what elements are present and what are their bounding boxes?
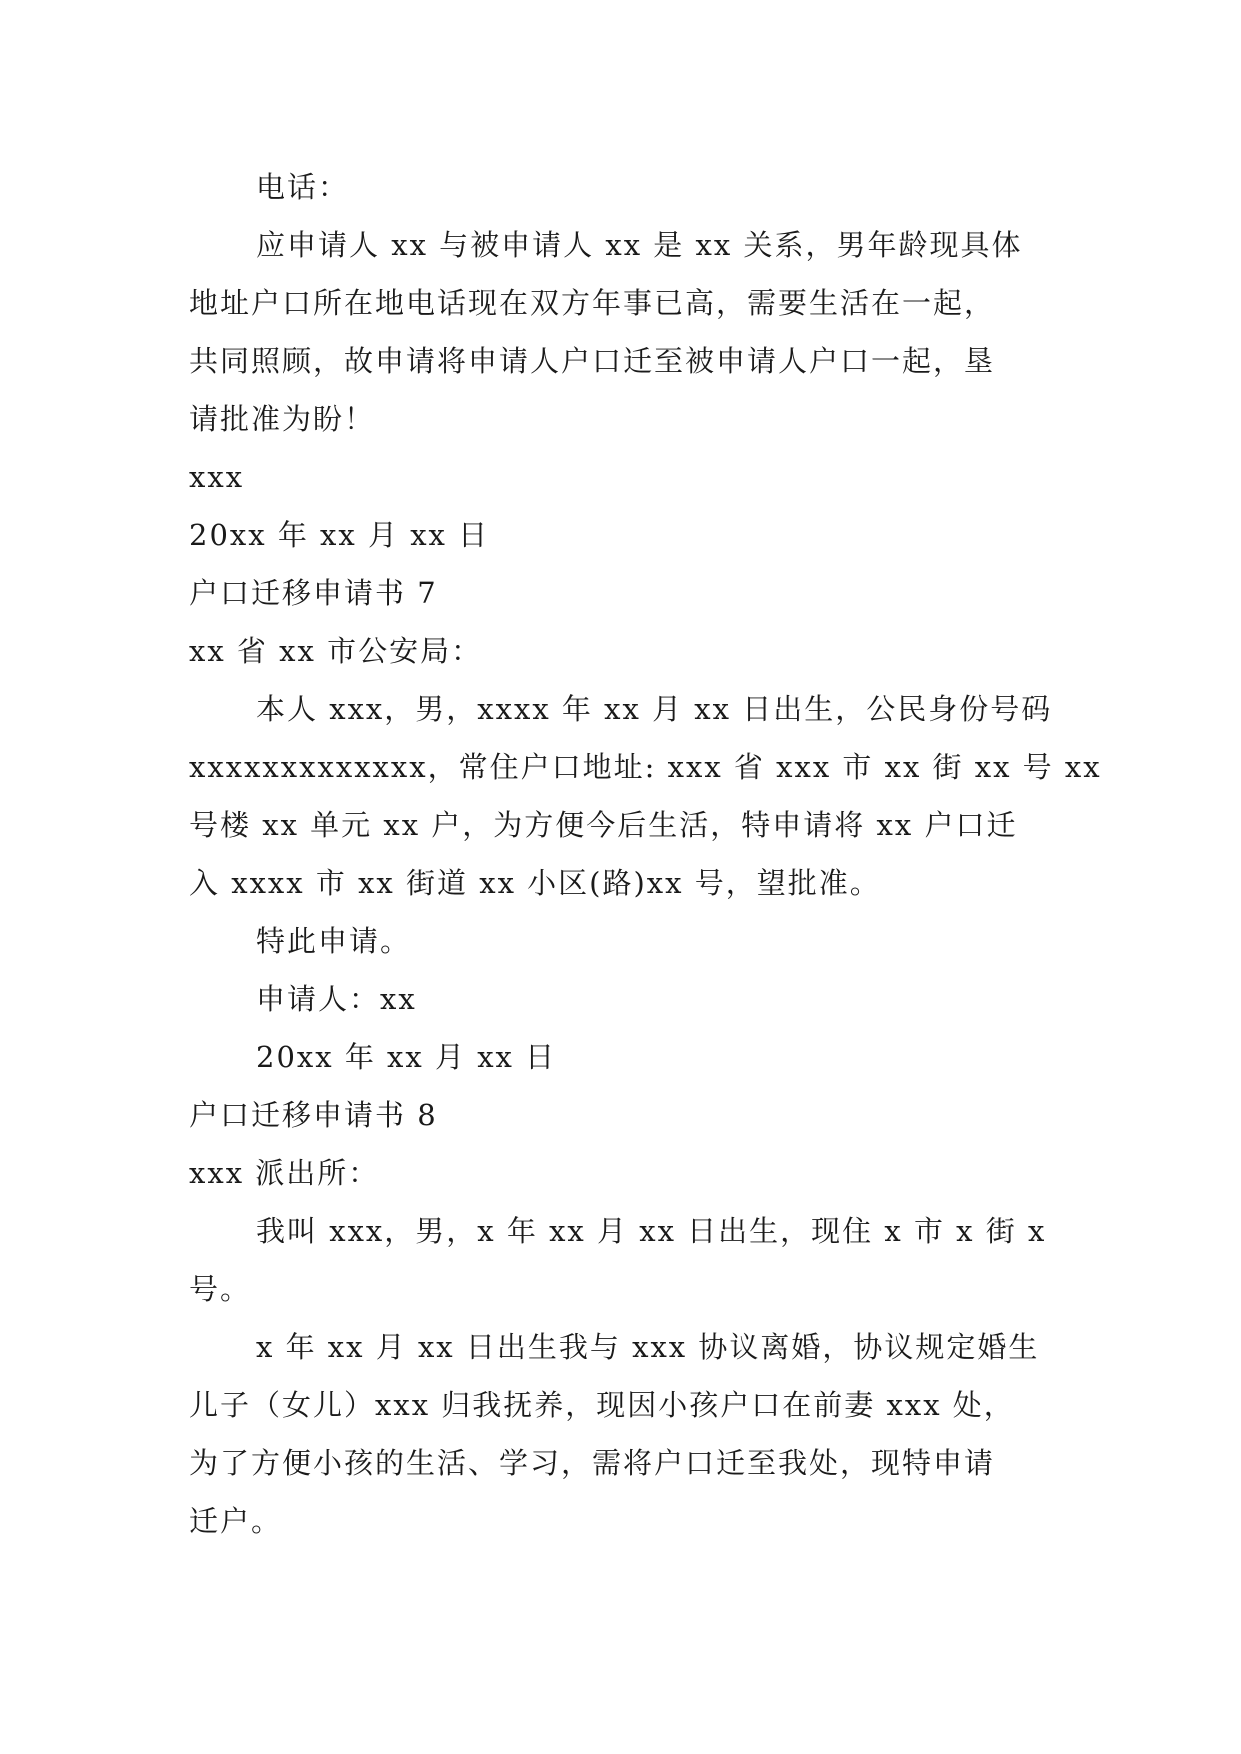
paragraph-line: xxxxxxxxxxxxx，常住户口地址: xxx 省 xxx 市 xx 街 xx 号 xx — [189, 750, 1102, 784]
phone-label: 电话： — [256, 170, 350, 204]
addressee: xxx 派出所： — [189, 1156, 380, 1190]
paragraph-line: 我叫 xxx，男，x 年 xx 月 xx 日出生，现住 x 市 x 街 x — [256, 1214, 1047, 1248]
paragraph-line: 本人 xxx，男，xxxx 年 xx 月 xx 日出生，公民身份号码 — [256, 692, 1053, 726]
section-title: 户口迁移申请书 7 — [189, 576, 438, 610]
paragraph-line: 入 xxxx 市 xx 街道 xx 小区(路)xx 号，望批准。 — [189, 866, 881, 900]
paragraph-line: 共同照顾，故申请将申请人户口迁至被申请人户口一起，垦 — [189, 344, 996, 378]
signature-date: 20xx 年 xx 月 xx 日 — [189, 518, 490, 552]
paragraph-line: 号。 — [189, 1272, 252, 1306]
addressee: xx 省 xx 市公安局： — [189, 634, 483, 668]
signature-date: 20xx 年 xx 月 xx 日 — [256, 1040, 557, 1074]
signature-name: xxx — [189, 460, 245, 494]
paragraph-line: 迁户。 — [189, 1504, 283, 1538]
paragraph-line: 请批准为盼！ — [189, 402, 376, 436]
paragraph-line: x 年 xx 月 xx 日出生我与 xxx 协议离婚，协议规定婚生 — [256, 1330, 1040, 1364]
paragraph-line: 为了方便小孩的生活、学习，需将户口迁至我处，现特申请 — [189, 1446, 996, 1480]
paragraph-line: 应申请人 xx 与被申请人 xx 是 xx 关系，男年龄现具体 — [256, 228, 1023, 262]
section-title: 户口迁移申请书 8 — [189, 1098, 438, 1132]
applicant-line: 申请人：xx — [256, 982, 417, 1016]
paragraph-line: 号楼 xx 单元 xx 户，为方便今后生活，特申请将 xx 户口迁 — [189, 808, 1018, 842]
closing-line: 特此申请。 — [256, 924, 412, 958]
paragraph-line: 地址户口所在地电话现在双方年事已高，需要生活在一起， — [189, 286, 996, 320]
document-body — [189, 158, 1102, 1550]
paragraph-line: 儿子（女儿）xxx 归我抚养，现因小孩户口在前妻 xxx 处， — [189, 1388, 1015, 1422]
